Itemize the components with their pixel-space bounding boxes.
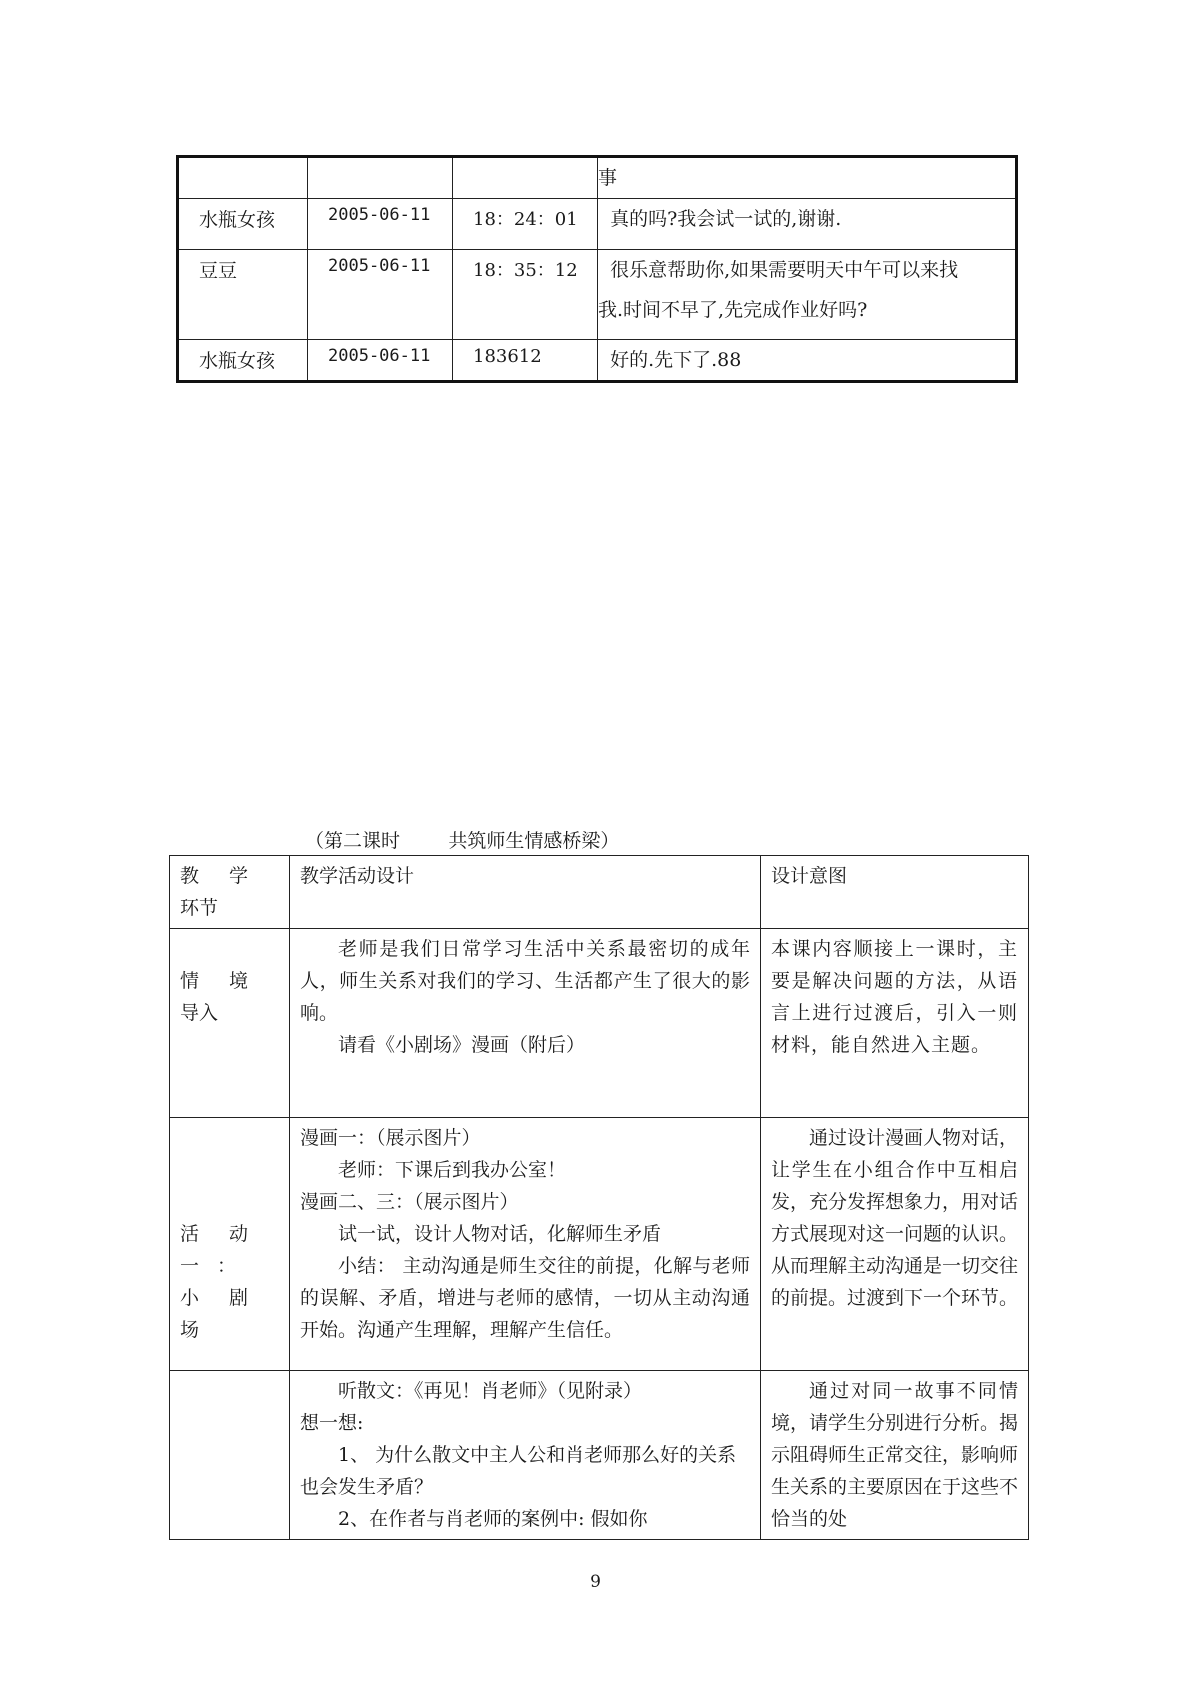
chat-time-cell (453, 157, 598, 199)
chat-message-cell (598, 199, 1017, 250)
table-row (170, 1118, 1029, 1371)
design-paragraph: 试一试，设计人物对话，化解师生矛盾 (338, 1223, 662, 1245)
stage-cell (170, 929, 290, 1118)
design-paragraph: 2、在作者与肖老师的案例中: 假如你 (338, 1508, 648, 1530)
chat-name-cell (178, 157, 308, 199)
design-cell (290, 929, 761, 1118)
chat-date-cell: 2005-06-11 (308, 340, 453, 382)
chat-time-cell: 18：35：12 (453, 250, 598, 340)
chat-log-table (176, 155, 1018, 383)
table-row (178, 340, 1017, 382)
chat-date-cell (308, 157, 453, 199)
design-paragraph: 漫画二、三：（展示图片） (300, 1191, 519, 1213)
chat-message-line: 事 (598, 167, 618, 189)
chat-date-cell: 2005-06-11 (308, 250, 453, 340)
stage-line: 活 动 (180, 1223, 261, 1245)
chat-message-cell (598, 340, 1017, 382)
header-intent: 设计意图 (761, 856, 1029, 929)
lesson-plan-table (169, 855, 1029, 1540)
stage-line: 情 境 (180, 970, 261, 992)
table-row (170, 1371, 1029, 1540)
design-paragraph: 想一想: (300, 1412, 364, 1434)
chat-time-cell: 183612 (453, 340, 598, 382)
intent-paragraph: 通过设计漫画人物对话，让学生在小组合作中互相启发，充分发挥想象力，用对话方式展现对这一问题的认识。从而理解主动沟通是一切交往的前提。过渡到下一个环节。 (771, 1127, 1019, 1309)
stage-line: 导入 (180, 1002, 219, 1024)
design-cell (290, 1118, 761, 1371)
page-number: 9 (590, 1572, 601, 1592)
design-paragraph: 1、 为什么散文中主人公和肖老师那么好的关系也会发生矛盾？ (300, 1444, 737, 1498)
intent-paragraph: 本课内容顺接上一课时，主要是解决问题的方法，从语言上进行过渡后，引入一则材料，能自然进入主题。 (771, 938, 1018, 1056)
design-paragraph: 小结： 主动沟通是师生交往的前提，化解与老师的误解、矛盾，增进与老师的感情，一切从主动沟通开始。沟通产生理解，理解产生信任。 (300, 1255, 750, 1341)
design-paragraph: 请看《小剧场》漫画（附后） (338, 1034, 586, 1056)
chat-name-cell: 水瓶女孩 (178, 340, 308, 382)
header-stage (170, 856, 290, 929)
design-cell (290, 1371, 761, 1540)
intent-paragraph: 通过对同一故事不同情境，请学生分别进行分析。揭示阻碍师生正常交往，影响师生关系的主要原因在于这些不恰当的处 (771, 1380, 1019, 1530)
design-paragraph: 听散文：《再见！肖老师》（见附录） (338, 1380, 643, 1402)
lesson-caption: （第二课时 共筑师生情感桥梁） (305, 830, 620, 852)
design-paragraph: 老师是我们日常学习生活中关系最密切的成年人，师生关系对我们的学习、生活都产生了很大的影响。 (300, 938, 750, 1024)
chat-message-line: 真的吗?我会试一试的,谢谢. (598, 208, 842, 230)
design-paragraph: 漫画一：（展示图片） (300, 1127, 481, 1149)
stage-line: 场 (180, 1319, 200, 1341)
header-stage-line: 教 学 (180, 865, 261, 887)
table-row (178, 250, 1017, 340)
table-header-row (170, 856, 1029, 929)
chat-message-line: 我.时间不早了,先完成作业好吗? (598, 299, 868, 321)
table-row (170, 929, 1029, 1118)
table-row (178, 157, 1017, 199)
chat-time-cell: 18：24：01 (453, 199, 598, 250)
intent-cell (761, 929, 1029, 1118)
stage-cell (170, 1118, 290, 1371)
intent-cell (761, 1371, 1029, 1540)
chat-message-cell (598, 250, 1017, 340)
chat-message-line: 好的.先下了.88 (598, 349, 742, 371)
header-design: 教学活动设计 (290, 856, 761, 929)
chat-date-cell: 2005-06-11 (308, 199, 453, 250)
chat-name-cell: 豆豆 (178, 250, 308, 340)
stage-cell (170, 1371, 290, 1540)
chat-message-cell (598, 157, 1017, 199)
table-row (178, 199, 1017, 250)
chat-name-cell: 水瓶女孩 (178, 199, 308, 250)
header-stage-line: 环节 (180, 897, 219, 919)
stage-line: 一 ： (180, 1255, 243, 1277)
chat-message-line: 很乐意帮助你,如果需要明天中午可以来找 (598, 259, 959, 281)
design-paragraph: 老师：下课后到我办公室！ (338, 1159, 567, 1181)
intent-cell (761, 1118, 1029, 1371)
stage-line: 小 剧 (180, 1287, 261, 1309)
